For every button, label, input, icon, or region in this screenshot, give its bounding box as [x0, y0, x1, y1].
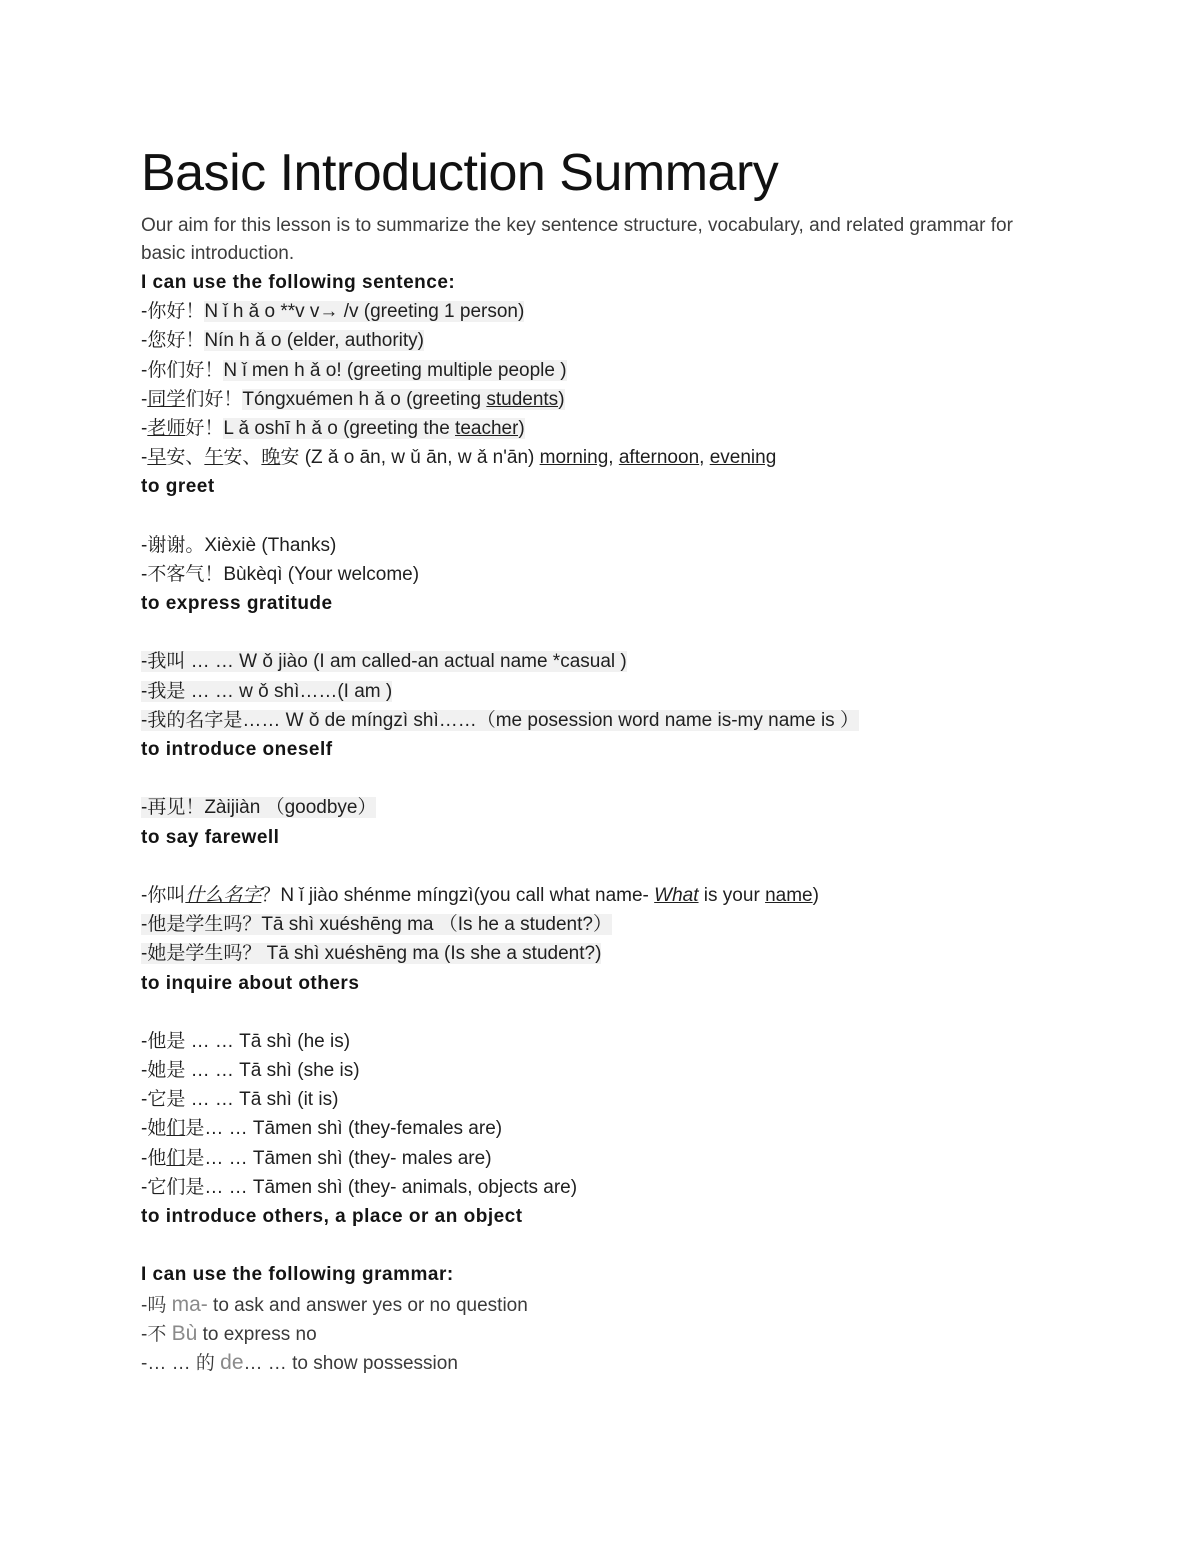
intro-paragraph: Our aim for this lesson is to summarize the key sentence structure, vocabulary, and related grammar for basic introduction.	[141, 215, 1013, 264]
inquire-line-1: -你叫什么名字？N ǐ jiào shénme míngzì(you call what name- What is your name)	[141, 884, 819, 906]
others-line-4: -她们是… … Tāmen shì (they-females are)	[141, 1118, 503, 1140]
greet-line-6: -早安、午安、晚安 (Z ǎ o ān, w ǔ ān, w ǎ n'ān) morning, afternoon, evening	[141, 447, 777, 469]
others-line-6: -它们是… … Tāmen shì (they- animals, objects are)	[141, 1176, 578, 1198]
spacer	[141, 502, 1041, 531]
greet-line-1: -你好！N ǐ h ǎ o **v v→ /v (greeting 1 person)	[141, 301, 525, 323]
self-line-3: -我的名字是…… W ǒ de míngzì shì……（me posession word name is-my name is ）	[141, 709, 859, 731]
gratitude-line-1: -谢谢。Xièxiè (Thanks)	[141, 534, 337, 556]
others-line-2: -她是 … … Tā shì (she is)	[141, 1060, 360, 1082]
greet-line-4: -同学们好！Tóngxuémen h ǎ o (greeting students)	[141, 388, 565, 410]
inquire-line-3: -她是学生吗？ Tā shì xuéshēng ma (Is she a student?)	[141, 943, 602, 965]
gratitude-line-2: -不客气！Bùkèqì (Your welcome)	[141, 563, 420, 585]
grammar-line-1: -吗 ma- to ask and answer yes or no question	[141, 1292, 528, 1316]
grammar-line-2: -不 Bù to express no	[141, 1321, 317, 1345]
section-heading-sentences: I can use the following sentence:	[141, 272, 456, 293]
others-line-1: -他是 … … Tā shì (he is)	[141, 1030, 351, 1052]
greet-line-5: -老师好！L ǎ oshī h ǎ o (greeting the teacher)	[141, 417, 525, 439]
page-title: Basic Introduction Summary	[141, 144, 779, 202]
greet-line-3: -你们好！N ǐ men h ǎ o! (greeting multiple people )	[141, 359, 567, 381]
inquire-line-2: -他是学生吗？Tā shì xuéshēng ma （Is he a student?）	[141, 914, 612, 936]
purpose-greet: to greet	[141, 476, 215, 498]
spacer	[141, 998, 1041, 1027]
self-line-2: -我是 … … w ǒ shì……(I am )	[141, 680, 393, 702]
greet-line-2: -您好！Nín h ǎ o (elder, authority)	[141, 330, 424, 352]
purpose-farewell: to say farewell	[141, 826, 280, 848]
grammar-line-3: -… … 的 de… … to show possession	[141, 1350, 458, 1374]
purpose-gratitude: to express gratitude	[141, 593, 333, 615]
spacer	[141, 852, 1041, 881]
others-line-3: -它是 … … Tā shì (it is)	[141, 1089, 339, 1111]
spacer	[141, 1231, 1041, 1260]
self-line-1: -我叫 … … W ǒ jiào (I am called-an actual name *casual )	[141, 651, 627, 673]
spacer	[141, 764, 1041, 793]
document-page	[141, 138, 1041, 1377]
purpose-inquire: to inquire about others	[141, 972, 360, 994]
farewell-line-1: -再见！Zàijiàn （goodbye）	[141, 797, 377, 819]
purpose-self: to introduce oneself	[141, 739, 333, 760]
section-heading-grammar: I can use the following grammar:	[141, 1264, 454, 1286]
others-line-5: -他们是… … Tāmen shì (they- males are)	[141, 1147, 492, 1169]
purpose-others: to introduce others, a place or an object	[141, 1206, 523, 1227]
spacer	[141, 618, 1041, 647]
